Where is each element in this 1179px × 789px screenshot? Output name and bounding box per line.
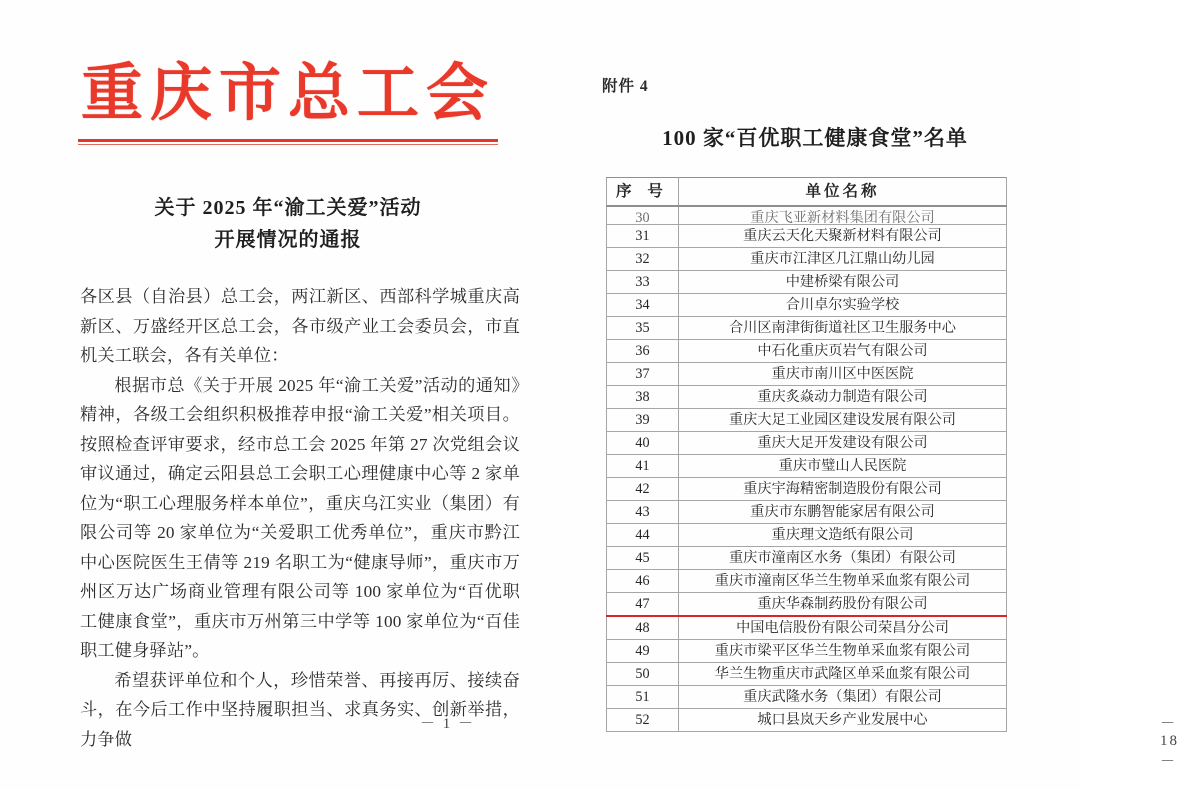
cell-sequence-number: 30: [607, 206, 679, 225]
table-row: [607, 455, 1007, 478]
cell-unit-name: 重庆市东鹏智能家居有限公司: [679, 501, 1007, 524]
table-row: [607, 206, 1007, 225]
cell-unit-name: 中石化重庆页岩气有限公司: [679, 340, 1007, 363]
table-row: [607, 478, 1007, 501]
document-title-line-2: 开展情况的通报: [214, 229, 362, 251]
cell-unit-name: 重庆炙焱动力制造有限公司: [679, 386, 1007, 409]
cell-sequence-number: 36: [607, 340, 679, 363]
cell-sequence-number: 51: [607, 686, 679, 709]
cell-unit-name: 合川区南津街街道社区卫生服务中心: [679, 317, 1007, 340]
cell-sequence-number: 40: [607, 432, 679, 455]
cell-sequence-number: 34: [607, 294, 679, 317]
cell-unit-name: 合川卓尔实验学校: [679, 294, 1007, 317]
cell-unit-name: 重庆市潼南区华兰生物单采血浆有限公司: [679, 570, 1007, 593]
document-title: [78, 192, 498, 256]
cell-sequence-number: 44: [607, 524, 679, 547]
table-row: [607, 386, 1007, 409]
cell-unit-name: 中建桥梁有限公司: [679, 271, 1007, 294]
cell-unit-name: 重庆市南川区中医医院: [679, 363, 1007, 386]
document-body: [80, 282, 520, 754]
body-paragraph-3: 希望获评单位和个人，珍惜荣誉、再接再厉、接续奋斗，在今后工作中坚持履职担当、求真务实、创新举措，力争做: [80, 670, 520, 749]
cell-sequence-number: 52: [607, 709, 679, 732]
cell-sequence-number: 39: [607, 409, 679, 432]
table-row: [607, 547, 1007, 570]
right-page-number: － 18 －: [1160, 716, 1179, 770]
table-row: [607, 409, 1007, 432]
roster-table-container: [606, 177, 1006, 732]
cell-sequence-number: 32: [607, 248, 679, 271]
roster-table: [606, 177, 1007, 732]
table-row: [607, 248, 1007, 271]
cell-sequence-number: 38: [607, 386, 679, 409]
table-row: [607, 640, 1007, 663]
cell-sequence-number: 50: [607, 663, 679, 686]
cell-unit-name: 重庆大足开发建设有限公司: [679, 432, 1007, 455]
cell-sequence-number: 41: [607, 455, 679, 478]
column-header-unit-name: 单位名称: [679, 178, 1007, 207]
table-row: [607, 570, 1007, 593]
table-row: [607, 225, 1007, 248]
cell-unit-name: 重庆宇海精密制造股份有限公司: [679, 478, 1007, 501]
cell-sequence-number: 43: [607, 501, 679, 524]
cell-sequence-number: 47: [607, 593, 679, 617]
cell-unit-name: 重庆武隆水务（集团）有限公司: [679, 686, 1007, 709]
masthead: [78, 62, 498, 145]
table-row: [607, 524, 1007, 547]
cell-unit-name: 重庆市江津区几江鼎山幼儿园: [679, 248, 1007, 271]
table-row: [607, 340, 1007, 363]
cell-sequence-number: 42: [607, 478, 679, 501]
table-row: [607, 663, 1007, 686]
cell-sequence-number: 48: [607, 616, 679, 640]
table-row: [607, 593, 1007, 617]
table-row: [607, 294, 1007, 317]
document-title-line-1: 关于 2025 年“渝工关爱”活动: [154, 197, 422, 219]
cell-unit-name: 城口县岚天乡产业发展中心: [679, 709, 1007, 732]
cell-unit-name: 重庆飞亚新材料集团有限公司: [679, 206, 1007, 225]
cell-unit-name: 重庆市璧山人民医院: [679, 455, 1007, 478]
cell-unit-name: 重庆市梁平区华兰生物单采血浆有限公司: [679, 640, 1007, 663]
cell-unit-name: 华兰生物重庆市武隆区单采血浆有限公司: [679, 663, 1007, 686]
table-row: [607, 363, 1007, 386]
cell-sequence-number: 37: [607, 363, 679, 386]
table-row: [607, 271, 1007, 294]
organization-title: 重庆市总工会: [80, 60, 495, 128]
cell-sequence-number: 45: [607, 547, 679, 570]
table-row: [607, 432, 1007, 455]
left-page: [0, 0, 560, 789]
table-row: [607, 501, 1007, 524]
cell-sequence-number: 46: [607, 570, 679, 593]
table-row: [607, 686, 1007, 709]
left-page-number: － 1 －: [420, 716, 476, 732]
cell-unit-name: 重庆市潼南区水务（集团）有限公司: [679, 547, 1007, 570]
table-row: [607, 317, 1007, 340]
roster-table-body: [607, 206, 1007, 732]
annex-label: 附件 4: [602, 78, 649, 95]
table-header-row: [607, 178, 1007, 207]
body-paragraph-2: 根据市总《关于开展 2025 年“渝工关爱”活动的通知》精神，各级工会组织积极推荐申报“渝工关爱”相关项目。按照检查评审要求，经市总工会 2025 年第 27 次党组会议审议通过，确定云阳县总工会职工心理健康中心等 2 家单位为“职工心理服务样本单位”，重庆乌江实业（集团）有限公司等 20 家单位为“关爱职工优秀单位”，重庆市黔江中心医院医生王倩等 219 名职工为“健康导师”，重庆市万州区万达广场商业管理有限公司等 100 家单位为“百优职工健康食堂”，重庆市万州第三中学等 100 家单位为“百佳职工健身驿站”。: [80, 375, 520, 660]
roster-table-head: [607, 178, 1007, 207]
table-row: [607, 709, 1007, 732]
cell-unit-name: 重庆大足工业园区建设发展有限公司: [679, 409, 1007, 432]
cell-unit-name: 重庆华森制药股份有限公司: [679, 593, 1007, 617]
masthead-rule-thick: [78, 139, 498, 142]
cell-sequence-number: 33: [607, 271, 679, 294]
cell-unit-name: 重庆云天化天聚新材料有限公司: [679, 225, 1007, 248]
cell-unit-name: 重庆理文造纸有限公司: [679, 524, 1007, 547]
cell-sequence-number: 35: [607, 317, 679, 340]
roster-title: 100 家“百优职工健康食堂”名单: [662, 126, 968, 150]
cell-sequence-number: 31: [607, 225, 679, 248]
table-row: [607, 616, 1007, 640]
masthead-rule-thin: [78, 144, 498, 145]
right-page: [560, 0, 1179, 789]
body-paragraph-1: 各区县（自治县）总工会，两江新区、西部科学城重庆高新区、万盛经开区总工会，各市级产业工会委员会，市直机关工联会，各有关单位：: [80, 287, 520, 365]
cell-unit-name: 中国电信股份有限公司荣昌分公司: [679, 616, 1007, 640]
column-header-sequence: 序 号: [607, 178, 679, 207]
cell-sequence-number: 49: [607, 640, 679, 663]
